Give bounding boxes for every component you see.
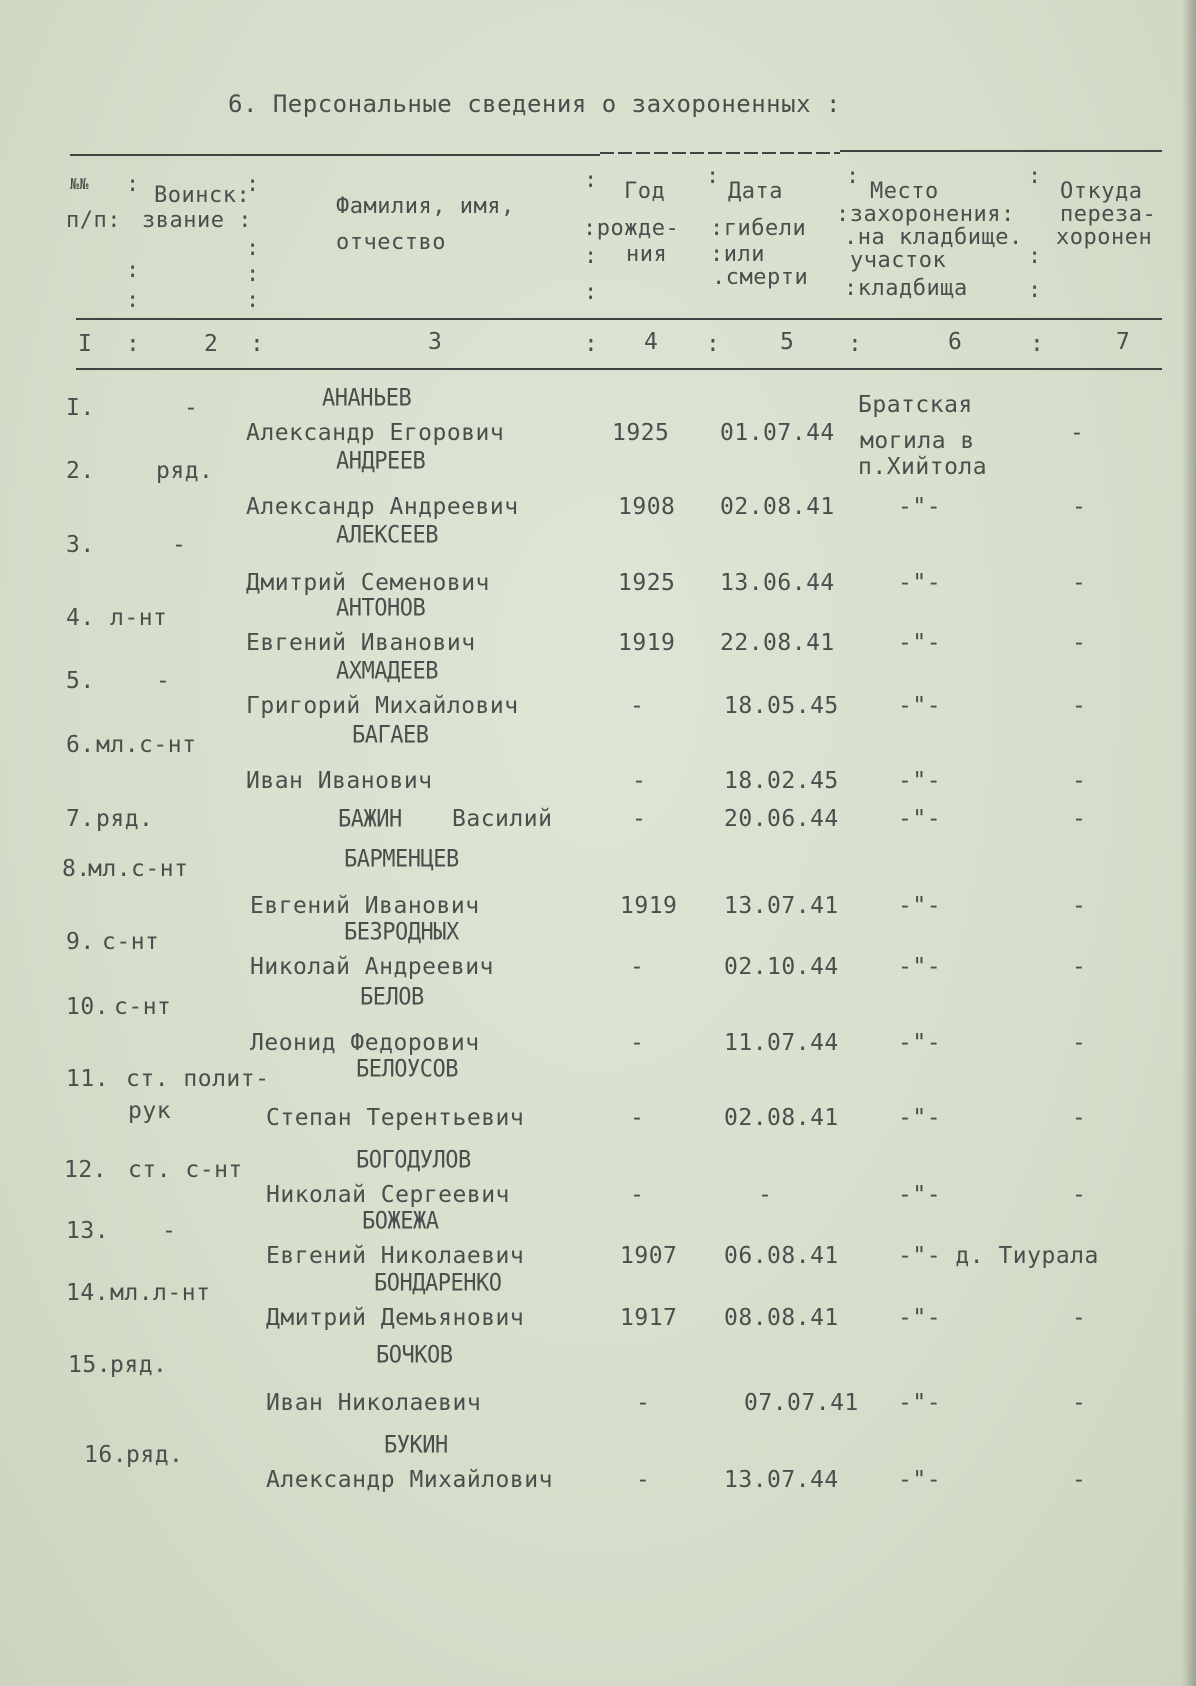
row-birth-year: - — [630, 954, 645, 980]
row-reburied-from: - — [1072, 1105, 1087, 1131]
col-number-6: 6 — [948, 329, 963, 355]
row-reburied-from: - — [1072, 768, 1087, 794]
row-number: I. — [66, 395, 95, 421]
row-burial-place: -"- — [898, 1467, 942, 1493]
row-death-date: - — [758, 1182, 773, 1208]
row-surname: БЕЛОУСОВ — [356, 1056, 458, 1083]
header-mid-rule — [76, 318, 1162, 320]
row-burial-place: -"- — [898, 570, 942, 596]
header-c5-line1: Дата — [728, 179, 783, 204]
col-number-separator: : — [250, 331, 265, 357]
row-burial-place: -"- — [898, 954, 942, 980]
row-rank: - — [172, 532, 187, 558]
header-colon: : — [246, 172, 260, 197]
header-c2-line1: Воинск: — [154, 183, 251, 208]
col-number-1: I — [78, 331, 93, 357]
header-c5-line2: :гибели — [710, 216, 807, 241]
row-birth-year: - — [630, 1105, 645, 1131]
row-burial-place: -"- — [898, 893, 942, 919]
header-c3-line2: отчество — [336, 230, 446, 255]
col-number-2: 2 — [204, 331, 219, 357]
row-given-name: Григорий Михайлович — [246, 693, 519, 719]
row-given-name: Александр Андреевич — [246, 494, 519, 520]
col-number-5: 5 — [780, 329, 795, 355]
row-number: 2. — [66, 458, 95, 484]
row-given-name: Леонид Федорович — [250, 1030, 480, 1056]
row-given-name: Евгений Иванович — [246, 630, 476, 656]
col-number-separator: : — [848, 331, 863, 357]
row-number: 7. — [66, 806, 95, 832]
row-reburied-from: - — [1072, 1467, 1087, 1493]
row-rank: ряд. — [126, 1442, 184, 1468]
row-given-name: Александр Михайлович — [266, 1467, 553, 1493]
row-rank-continued: рук — [128, 1098, 172, 1124]
col-number-separator: : — [126, 331, 141, 357]
row-burial-place: -"- — [898, 1105, 942, 1131]
row-surname: БАРМЕНЦЕВ — [344, 846, 459, 873]
row-death-date: 02.10.44 — [724, 954, 839, 980]
row-reburied-from: - — [1072, 1305, 1087, 1331]
row-birth-year: - — [630, 1030, 645, 1056]
row-rank: - — [184, 395, 199, 421]
row-reburied-from: - — [1072, 630, 1087, 656]
row-given-name: Иван Иванович — [246, 768, 433, 794]
header-c5-line3: :или — [710, 242, 765, 267]
col-number-4: 4 — [644, 329, 659, 355]
row-birth-year: 1917 — [620, 1305, 678, 1331]
header-top-rule-mid — [600, 152, 840, 154]
row-given-name: Николай Андреевич — [250, 954, 494, 980]
header-c4-line2: :рожде- — [583, 216, 680, 241]
row-number: 16. — [84, 1442, 128, 1468]
header-c7-line2: переза- — [1060, 202, 1157, 227]
row-reburied-from: - — [1072, 954, 1087, 980]
row-surname: БОГОДУЛОВ — [356, 1147, 471, 1174]
header-c7-line3: хоронен — [1056, 225, 1153, 250]
header-c6-line4: участок — [850, 248, 947, 273]
row-surname: БОЧКОВ — [376, 1342, 453, 1369]
row-rank: мл.с-нт — [88, 856, 189, 882]
row-reburied-from: - — [1072, 806, 1087, 832]
row-surname: БЕЗРОДНЫХ — [344, 919, 459, 946]
row-birth-year: - — [630, 693, 645, 719]
header-top-rule-left — [70, 154, 600, 156]
header-colon: : — [246, 236, 260, 261]
row-number: 4. — [66, 605, 95, 631]
header-colon: : — [584, 244, 598, 269]
row-rank: с-нт — [114, 994, 172, 1020]
row-death-date: 22.08.41 — [720, 630, 835, 656]
row-reburied-from: - — [1072, 893, 1087, 919]
row-burial-place: -"- — [898, 630, 942, 656]
row-death-date: 13.07.44 — [724, 1467, 839, 1493]
burial-place-line1: Братская — [858, 392, 973, 418]
row-surname: БАЖИН — [338, 806, 402, 833]
row-number: 10. — [66, 994, 110, 1020]
row-number: 11. — [66, 1066, 110, 1092]
header-colon: : — [126, 258, 140, 283]
col-number-separator: : — [1030, 331, 1045, 357]
header-c7-line1: Откуда — [1060, 179, 1143, 204]
row-reburied-from: - — [1072, 1030, 1087, 1056]
row-surname: БАГАЕВ — [352, 722, 429, 749]
paper-edge-shadow — [1182, 0, 1196, 1686]
row-number: 6. — [66, 732, 95, 758]
row-surname: АХМАДЕЕВ — [336, 658, 438, 685]
header-colon: : — [246, 288, 260, 313]
row-death-date: 11.07.44 — [724, 1030, 839, 1056]
col-number-3: 3 — [428, 329, 443, 355]
row-death-date: 18.05.45 — [724, 693, 839, 719]
row-number: 3. — [66, 532, 95, 558]
header-colon: : — [584, 168, 598, 193]
header-c6-line1: Место — [870, 179, 939, 204]
row-surname: БОЖЕЖА — [362, 1208, 439, 1235]
header-c3-line1: Фамилия, имя, — [336, 194, 515, 219]
header-colon: : — [1028, 244, 1042, 269]
row-rank: мл.с-нт — [96, 732, 197, 758]
header-colon: : — [246, 262, 260, 287]
header-c4-line1: Год — [624, 179, 666, 204]
row-reburied-from: - — [1072, 1182, 1087, 1208]
row-surname: БЕЛОВ — [360, 984, 424, 1011]
row-reburied-from: - — [1072, 693, 1087, 719]
row-birth-year: 1925 — [618, 570, 676, 596]
row-birth-year: 1925 — [612, 420, 670, 446]
header-c1-line2: п/п: — [66, 208, 121, 233]
header-c4-line3: ния — [626, 242, 668, 267]
row-number: 9. — [66, 929, 95, 955]
row-reburied-from: - — [1072, 1390, 1087, 1416]
row-reburied-from: - — [1072, 494, 1087, 520]
row-surname: БОНДАРЕНКО — [374, 1270, 502, 1297]
header-colon: : — [846, 164, 860, 189]
row-reburied-from: - — [1070, 420, 1085, 446]
row-birth-year: - — [630, 1182, 645, 1208]
row-given-name: Евгений Николаевич — [266, 1243, 525, 1269]
row-death-date: 07.07.41 — [744, 1390, 859, 1416]
row-given-name: Евгений Иванович — [250, 893, 480, 919]
header-bottom-rule — [76, 368, 1162, 370]
header-colon: : — [1028, 278, 1042, 303]
row-birth-year: - — [636, 1390, 651, 1416]
page-title: 6. Персональные сведения о захороненных : — [228, 90, 841, 118]
row-given-name: Александр Егорович — [246, 420, 505, 446]
header-c6-line5: :кладбища — [844, 276, 968, 301]
row-number: 13. — [66, 1218, 110, 1244]
row-death-date: 18.02.45 — [724, 768, 839, 794]
header-c1-line1: №№ — [70, 175, 90, 193]
row-surname: АНАНЬЕВ — [322, 385, 412, 412]
row-surname: АНТОНОВ — [336, 595, 426, 622]
row-birth-year: 1907 — [620, 1243, 678, 1269]
row-rank: мл.л-нт — [110, 1280, 211, 1306]
row-burial-place: -"- — [898, 494, 942, 520]
row-given-name: Иван Николаевич — [266, 1390, 482, 1416]
row-death-date: 01.07.44 — [720, 420, 835, 446]
row-death-date: 08.08.41 — [724, 1305, 839, 1331]
row-burial-place: -"- д. Тиурала — [898, 1243, 1099, 1269]
row-death-date: 20.06.44 — [724, 806, 839, 832]
row-given-name: Николай Сергеевич — [266, 1182, 510, 1208]
header-colon: : — [126, 172, 140, 197]
row-burial-place: -"- — [898, 1030, 942, 1056]
row-rank: ряд. — [96, 806, 154, 832]
row-burial-place: -"- — [898, 768, 942, 794]
header-top-rule-right — [840, 150, 1162, 152]
row-death-date: 13.06.44 — [720, 570, 835, 596]
row-given-name: Степан Терентьевич — [266, 1105, 525, 1131]
burial-place-line2: могила в — [860, 428, 975, 454]
row-birth-year: 1908 — [618, 494, 676, 520]
row-given-name: Дмитрий Семенович — [246, 570, 490, 596]
row-burial-place: -"- — [898, 693, 942, 719]
header-c6-line2: :захоронения: — [836, 202, 1015, 227]
row-rank: ряд. — [110, 1352, 168, 1378]
row-surname: АЛЕКСЕЕВ — [336, 522, 438, 549]
row-rank: с-нт — [102, 929, 160, 955]
row-rank: ст. с-нт — [128, 1157, 243, 1183]
row-rank: - — [156, 668, 171, 694]
row-number: 15. — [68, 1352, 112, 1378]
row-number: 14. — [66, 1280, 110, 1306]
row-death-date: 02.08.41 — [720, 494, 835, 520]
row-birth-year: - — [636, 1467, 651, 1493]
header-colon: : — [584, 280, 598, 305]
header-colon: : — [706, 164, 720, 189]
col-number-separator: : — [706, 331, 721, 357]
row-burial-place: -"- — [898, 806, 942, 832]
row-birth-year: - — [632, 806, 647, 832]
row-burial-place: -"- — [898, 1305, 942, 1331]
row-death-date: 13.07.41 — [724, 893, 839, 919]
row-given-name: Дмитрий Демьянович — [266, 1305, 525, 1331]
row-rank: - — [162, 1218, 177, 1244]
header-c5-line4: .смерти — [712, 265, 809, 290]
row-rank: ряд. — [156, 458, 214, 484]
row-number: 5. — [66, 668, 95, 694]
header-colon: : — [126, 288, 140, 313]
row-rank: ст. полит- — [126, 1066, 270, 1092]
row-number: 8. — [62, 856, 91, 882]
row-surname: БУКИН — [384, 1432, 448, 1459]
col-number-7: 7 — [1116, 329, 1131, 355]
row-birth-year: - — [632, 768, 647, 794]
row-birth-year: 1919 — [618, 630, 676, 656]
row-number: 12. — [64, 1157, 108, 1183]
row-birth-year: 1919 — [620, 893, 678, 919]
row-death-date: 02.08.41 — [724, 1105, 839, 1131]
row-given-name: Василий — [452, 806, 553, 832]
row-rank: л-нт — [110, 605, 168, 631]
row-reburied-from: - — [1072, 570, 1087, 596]
header-c6-line3: .на кладбище. — [844, 225, 1023, 250]
row-death-date: 06.08.41 — [724, 1243, 839, 1269]
col-number-separator: : — [584, 331, 599, 357]
header-colon: : — [1028, 164, 1042, 189]
header-c2-line2: звание : — [142, 208, 252, 233]
row-burial-place: -"- — [898, 1390, 942, 1416]
row-burial-place: -"- — [898, 1182, 942, 1208]
burial-place-line3: п.Хийтола — [858, 454, 988, 480]
row-surname: АНДРЕЕВ — [336, 448, 426, 475]
